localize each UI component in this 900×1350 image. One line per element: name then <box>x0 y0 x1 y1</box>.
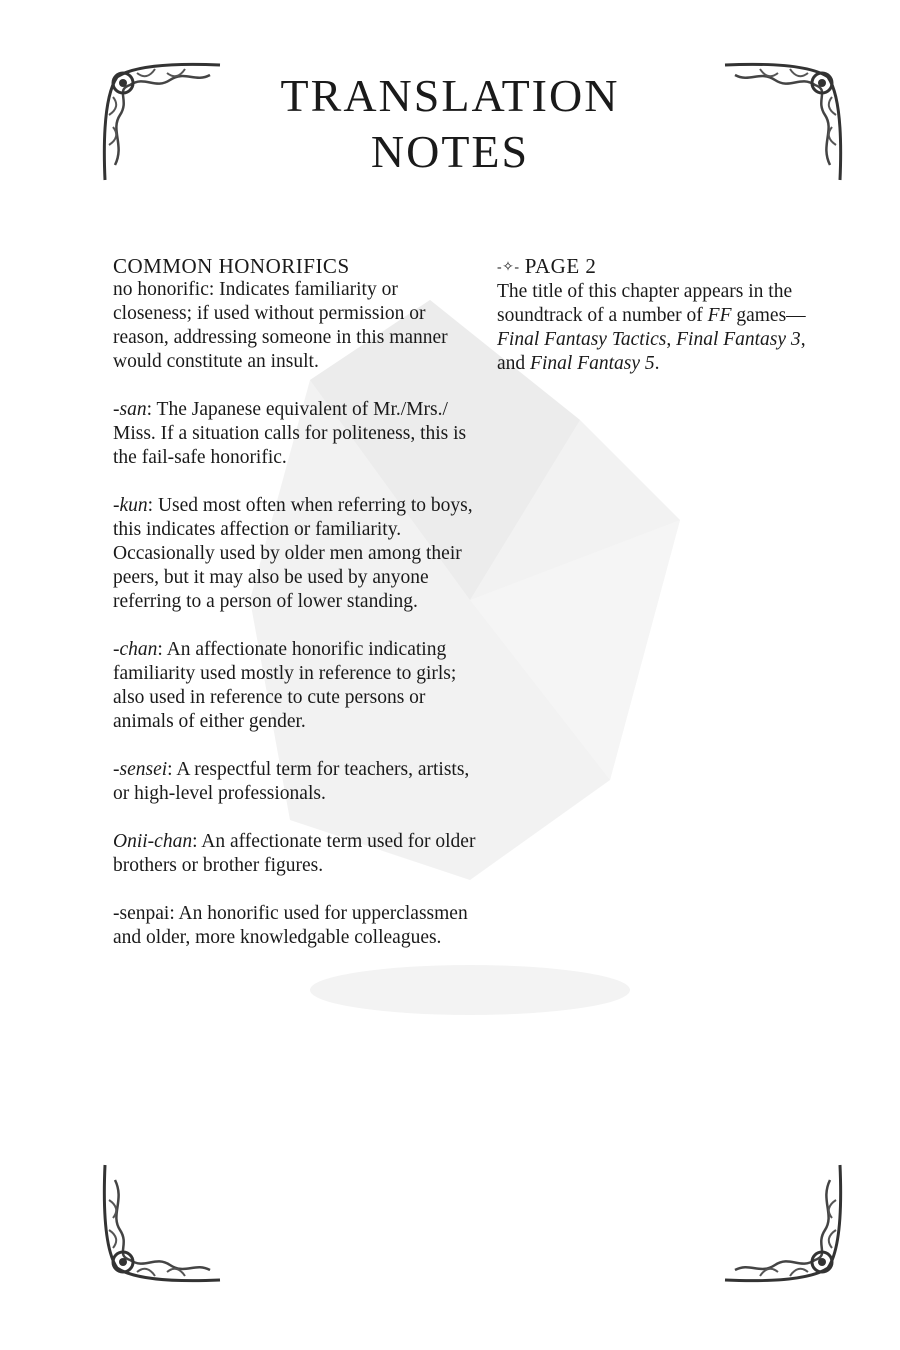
ornament-corner-bottom-right-icon <box>715 1155 850 1290</box>
entry-sensei: -sensei: A respectful term for teachers, artists, or high-level professionals. <box>113 759 470 804</box>
page-notes-column <box>497 254 827 400</box>
entry-san: -san: The Japanese equivalent of Mr./Mrs./ Miss. If a situation calls for politeness, this is the fail-safe honorific. <box>113 399 467 468</box>
crystal-bullet-icon: -✧- <box>497 260 520 275</box>
entry-no-honorific: no honorific: Indicates familiarity or closeness; if used without permission or reason, addressing someone in this manner would constitute an insult. <box>113 279 448 372</box>
entry-onii-chan: Onii-chan: An affectionate term used for older brothers or brother figures. <box>113 831 476 876</box>
page-title <box>0 68 900 180</box>
title-line-2: NOTES <box>370 126 530 177</box>
honorifics-column <box>113 254 478 974</box>
title-line-1: TRANSLATION <box>280 70 620 121</box>
ornament-corner-bottom-left-icon <box>95 1155 230 1290</box>
section-heading: COMMON HONORIFICS <box>113 254 350 278</box>
page-note-text: The title of this chapter appears in the soundtrack of a number of FF games—Final Fantasy Tactics, Final Fantasy 3, and Final Fantasy 5. <box>497 281 806 374</box>
entry-senpai: -senpai: An honorific used for upperclassmen and older, more knowledgable colleagues. <box>113 903 468 948</box>
entry-kun: -kun: Used most often when referring to boys, this indicates affection or familiarity. Occasionally used by older men among their peers, but it may also be used by anyone referring to a person of lower standing. <box>113 495 473 612</box>
page-note-heading: -✧- PAGE 2 <box>497 254 597 278</box>
entry-chan: -chan: An affectionate honorific indicating familiarity used mostly in reference to girls; also used in reference to cute persons or animals of either gender. <box>113 639 457 732</box>
